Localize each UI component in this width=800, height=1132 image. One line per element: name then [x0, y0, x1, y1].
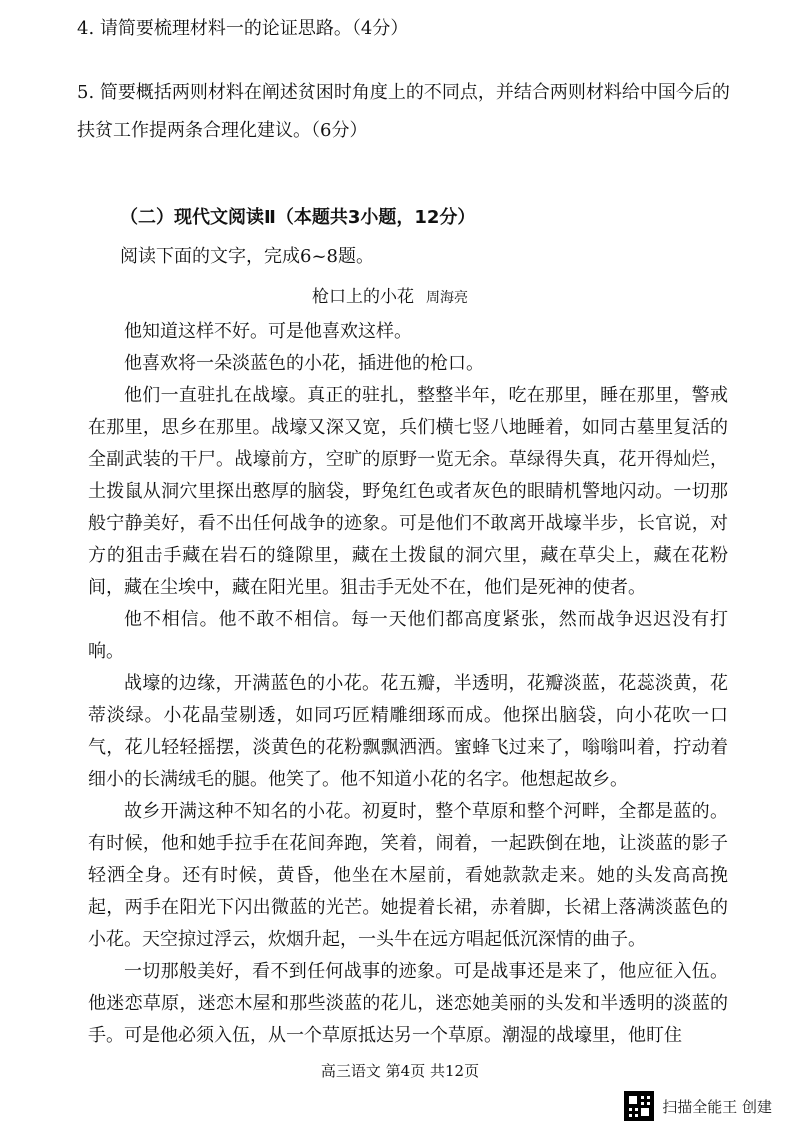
story-paragraph: 一切那般美好，看不到任何战事的迹象。可是战事还是来了，他应征入伍。他迷恋草原，迷恋木屋和那些淡蓝的花儿，迷恋她美丽的头发和半透明的淡蓝的手。可是他必须入伍，从一个草原抵达另一个草原。潮湿的战壕里，他盯住	[88, 961, 728, 1046]
story-paragraph: 他喜欢将一朵淡蓝色的小花，插进他的枪口。	[124, 353, 484, 374]
story-paragraph: 他们一直驻扎在战壕。真正的驻扎，整整半年，吃在那里，睡在那里，警戒在那里，思乡在那里。战壕又深又宽，兵们横七竖八地睡着，如同古墓里复活的全副武装的干尸。战壕前方，空旷的原野一览无余。草绿得失真，花开得灿烂，土拨鼠从洞穴里探出憨厚的脑袋，野兔红色或者灰色的眼睛机警地闪动。一切那般宁静美好，看不出任何战争的迹象。可是他们不敢离开战壕半步，长官说，对方的狙击手藏在岩石的缝隙里，藏在土拨鼠的洞穴里，藏在草尖上，藏在花粉间，藏在尘埃中，藏在阳光里。狙击手无处不在，他们是死神的使者。	[88, 385, 728, 598]
story-paragraph: 他不相信。他不敢不相信。每一天他们都高度紧张，然而战争迟迟没有打响。	[88, 609, 728, 662]
question-4: 4. 请简要梳理材料一的论证思路。（4分）	[77, 18, 409, 39]
scanner-watermark	[624, 1088, 772, 1124]
page-footer: 高三语文 第4页 共12页	[320, 1062, 480, 1080]
watermark-text: 扫描全能王 创建	[662, 1097, 772, 1116]
story-paragraph: 他知道这样不好。可是他喜欢这样。	[124, 321, 412, 342]
story-body	[88, 316, 728, 1052]
section-title: （二）现代文阅读Ⅱ（本题共3小题，12分）	[120, 207, 476, 228]
section-instruction: 阅读下面的文字，完成6~8题。	[120, 246, 374, 267]
story-heading	[312, 283, 468, 312]
story-author: 周海亮	[426, 290, 468, 306]
story-paragraph: 故乡开满这种不知名的小花。初夏时，整个草原和整个河畔，全都是蓝的。有时候，他和她手拉手在花间奔跑，笑着，闹着，一起跌倒在地，让淡蓝的影子轻洒全身。还有时候，黄昏，他坐在木屋前，看她款款走来。她的头发高高挽起，两手在阳光下闪出微蓝的光芒。她提着长裙，赤着脚，长裙上落满淡蓝色的小花。天空掠过浮云，炊烟升起，一头牛在远方唱起低沉深情的曲子。	[88, 801, 728, 950]
question-5: 5. 简要概括两则材料在阐述贫困时角度上的不同点，并结合两则材料给中国今后的扶贫工作提两条合理化建议。（6分）	[77, 82, 730, 141]
story-title: 枪口上的小花	[312, 287, 414, 307]
qr-code-icon	[624, 1091, 654, 1121]
story-paragraph: 战壕的边缘，开满蓝色的小花。花五瓣，半透明，花瓣淡蓝，花蕊淡黄，花蒂淡绿。小花晶莹剔透，如同巧匠精雕细琢而成。他探出脑袋，向小花吹一口气，花儿轻轻摇摆，淡黄色的花粉飘飘洒洒。蜜蜂飞过来了，嗡嗡叫着，拧动着细小的长满绒毛的腿。他笑了。他不知道小花的名字。他想起故乡。	[88, 673, 728, 790]
